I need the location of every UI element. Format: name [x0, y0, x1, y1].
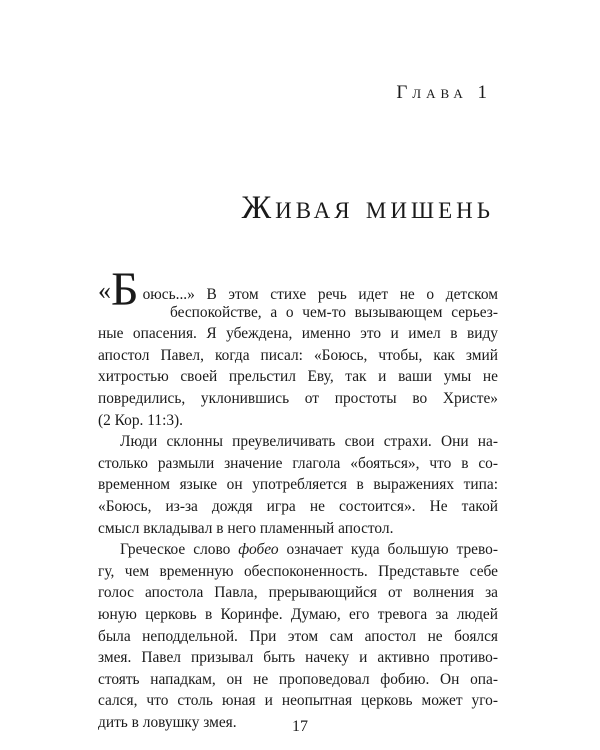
text-line: змея. Павел призывал быть начеку и активно противо-: [98, 649, 498, 667]
text-line: апостол Павел, когда писал: «Боюсь, чтобы, как змий: [98, 346, 498, 364]
text-line: голос апостола Павла, прерывающийся от волнения за: [98, 584, 498, 602]
text-line: стоять нападкам, он не проповедовал фобию. Он опа-: [98, 670, 498, 688]
paragraph-2: [98, 431, 498, 539]
text-line: смысл вкладывал в него пламенный апостол.: [98, 519, 394, 537]
text-line: гу, чем временную обеспоконенность. Представьте себе: [98, 562, 498, 580]
text-line: хитростью своей прельстил Еву, так и ваши умы не: [98, 368, 498, 386]
dropcap-quote: «: [98, 276, 111, 305]
text-line: [98, 539, 498, 561]
text-line: сался, что столь юная и неопытная церковь может уго-: [98, 692, 498, 710]
text-line: ные опасения. Я убеждена, именно это и имел в виду: [98, 325, 498, 343]
text-line: юную церковь в Коринфе. Думаю, его тревога за людей: [98, 605, 498, 623]
greek-word: фобео: [238, 541, 279, 559]
text-line: (2 Кор. 11:3).: [98, 411, 184, 429]
dropcap-letter: Б: [111, 263, 139, 316]
text-line: Люди склонны преувеличивать свои страхи. Они на-: [120, 433, 498, 451]
text-fragment: Греческое слово: [120, 541, 239, 559]
text-line: беспокойстве, а о чем-то вызывающем серьез-: [170, 303, 498, 321]
paragraph-1: [98, 263, 498, 431]
chapter-label: Глава 1: [396, 82, 492, 103]
text-line: повредились, уклонившись от простоты во Христе»: [98, 389, 498, 407]
page-number: 17: [292, 718, 308, 735]
chapter-title: Живая мишень: [241, 190, 494, 226]
text-fragment: означает куда большую трево-: [278, 541, 498, 559]
paragraph-3: [98, 539, 498, 733]
text-line: временном языке он употребляется в выражениях типа:: [98, 476, 498, 494]
text-line: дить в ловушку змея.: [98, 713, 237, 731]
text-line: столько размыли значение глагола «бояться», что в со-: [98, 454, 498, 472]
text-line: «Боюсь, из-за дождя игра не состоится». Не такой: [98, 497, 498, 515]
body-text: [98, 263, 498, 733]
dropcap-rest: оюсь...» В этом стихе речь идет не о детском: [142, 286, 498, 303]
text-line: была неподдельной. При этом сам апостол не боялся: [98, 627, 498, 645]
